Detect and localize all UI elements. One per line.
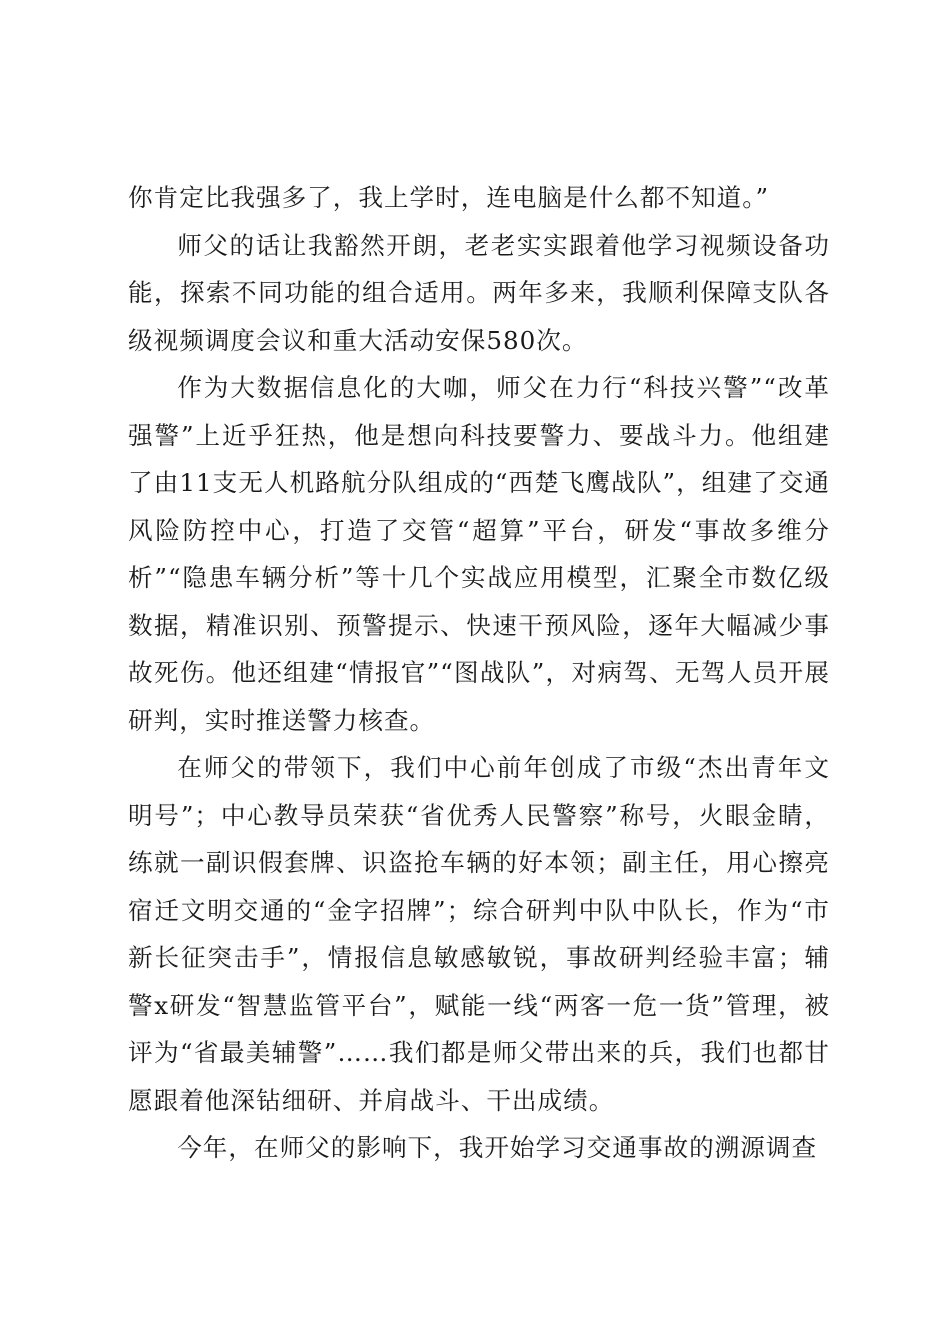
paragraph-team-achievements: 在师父的带领下，我们中心前年创成了市级“杰出青年文明号”；中心教导员荣获“省优秀人民警察”称号，火眼金睛，练就一副识假套牌、识盗抢车辆的好本领；副主任，用心擦亮宿迁文明交通的“金字招牌”；综合研判中队中队长，作为“市新长征突击手”，情报信息敏感敏锐，事故研判经验丰富；辅警x研发“智慧监管平台”，赋能一线“两客一危一货”管理，被评为“省最美辅警”……我们都是师父带出来的兵，我们也都甘愿跟着他深钻细研、并肩战斗、干出成绩。 bbox=[128, 753, 830, 1115]
paragraph-big-data: 作为大数据信息化的大咖，师父在力行“科技兴警”“改革强警”上近乎狂热，他是想向科技要警力、要战斗力。他组建了由11支无人机路航分队组成的“西楚飞鹰战队”，组建了交通风险防控中心，打造了交管“超算”平台，研发“事故多维分析”“隐患车辆分析”等十几个实战应用模型，汇聚全市数亿级数据，精准识别、预警提示、快速干预风险，逐年大幅减少事故死伤。他还组建“情报官”“图战队”，对病驾、无驾人员开展研判，实时推送警力核查。 bbox=[128, 373, 830, 735]
paragraph-this-year: 今年，在师父的影响下，我开始学习交通事故的溯源调查 bbox=[177, 1133, 818, 1162]
body-text bbox=[128, 174, 830, 1172]
paragraph-continued: 你肯定比我强多了，我上学时，连电脑是什么都不知道。” bbox=[128, 183, 770, 212]
paragraph-mentor-advice: 师父的话让我豁然开朗，老老实实跟着他学习视频设备功能，探索不同功能的组合适用。两年多来，我顺利保障支队各级视频调度会议和重大活动安保580次。 bbox=[128, 230, 830, 355]
